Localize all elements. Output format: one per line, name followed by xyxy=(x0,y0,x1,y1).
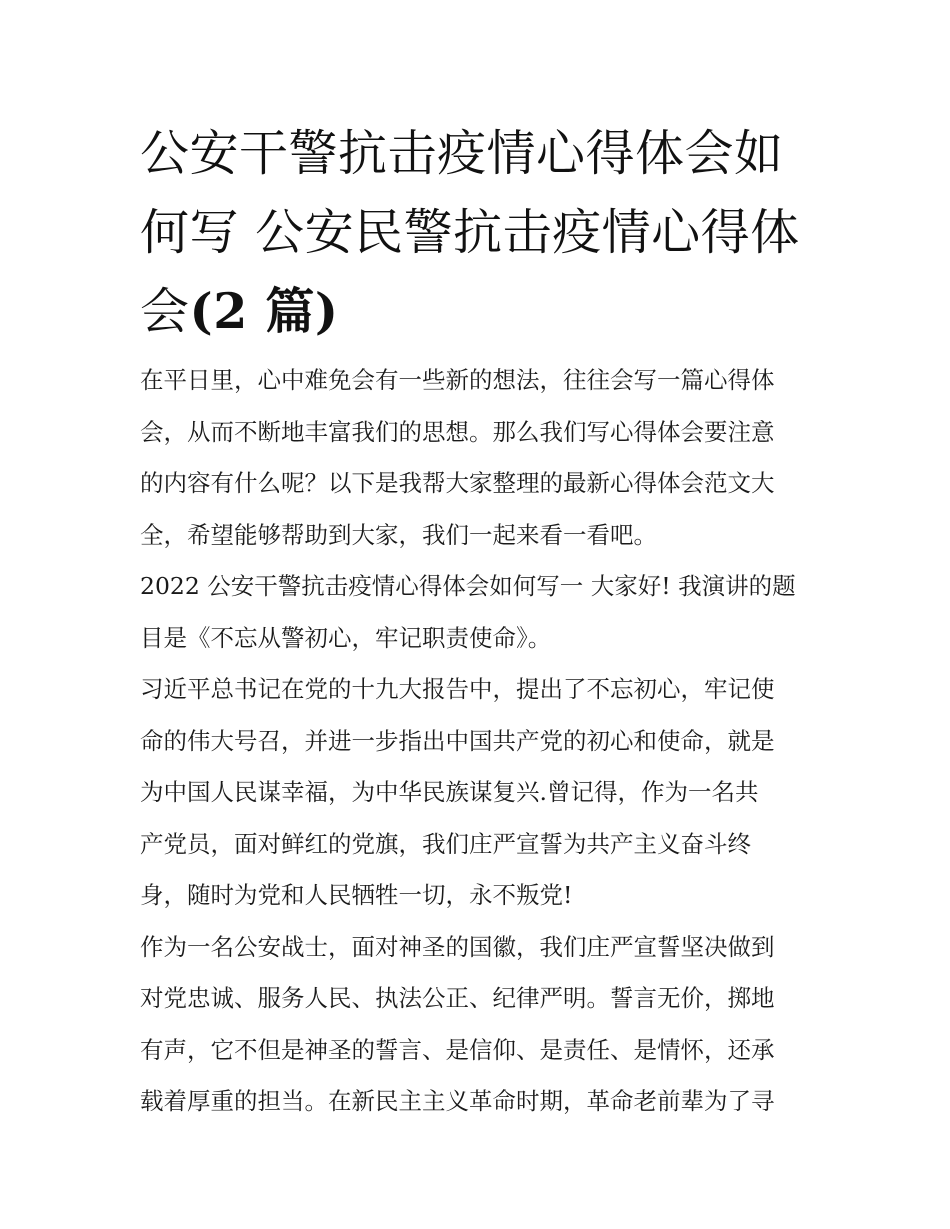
text-line: 习近平总书记在党的十九大报告中，提出了不忘初心，牢记使 xyxy=(140,675,775,703)
text-line: 全，希望能够帮助到大家，我们一起来看一看吧。 xyxy=(140,520,657,549)
paragraph-speech-opening xyxy=(140,561,816,664)
text-line: 的内容有什么呢？以下是我帮大家整理的最新心得体会范文大 xyxy=(140,469,775,497)
document-title xyxy=(140,114,820,351)
document-body xyxy=(140,355,816,1128)
text-line: 命的伟大号召，并进一步指出中国共产党的初心和使命，就是 xyxy=(140,726,775,755)
text-line: 产党员，面对鲜红的党旗，我们庄严宣誓为共产主义奋斗终 xyxy=(140,829,751,858)
text-line: 对党忠诚、服务人民、执法公正、纪律严明。誓言无价，掷地 xyxy=(140,984,775,1012)
title-count: (2 篇) xyxy=(189,282,339,340)
title-line-3: 会 xyxy=(140,283,190,340)
text-line: 在平日里，心中难免会有一些新的想法，往往会写一篇心得体 xyxy=(140,366,775,394)
text-line: 目是《不忘从警初心，牢记职责使命》。 xyxy=(140,623,552,652)
paragraph-intro xyxy=(140,355,816,561)
text-line: 身，随时为党和人民牺牲一切，永不叛党! xyxy=(140,881,573,909)
text-line: 会，从而不断地丰富我们的思想。那么我们写心得体会要注意 xyxy=(140,417,775,446)
title-line-2: 何写 公安民警抗击疫情心得体 xyxy=(140,204,800,261)
text-line: 载着厚重的担当。在新民主主义革命时期，革命老前辈为了寻 xyxy=(140,1087,775,1115)
text-line: 2022 公安干警抗击疫情心得体会如何写一 大家好! 我演讲的题 xyxy=(140,572,796,600)
text-line: 作为一名公安战士，面对神圣的国徽，我们庄严宣誓坚决做到 xyxy=(140,932,775,961)
paragraph-original-mission xyxy=(140,664,816,922)
title-line-1: 公安干警抗击疫情心得体会如 xyxy=(140,125,784,182)
text-line: 有声，它不但是神圣的誓言、是信仰、是责任、是情怀，还承 xyxy=(140,1035,775,1064)
paragraph-police-oath xyxy=(140,922,816,1128)
text-line: 为中国人民谋幸福，为中华民族谋复兴.曾记得，作为一名共 xyxy=(140,778,759,806)
